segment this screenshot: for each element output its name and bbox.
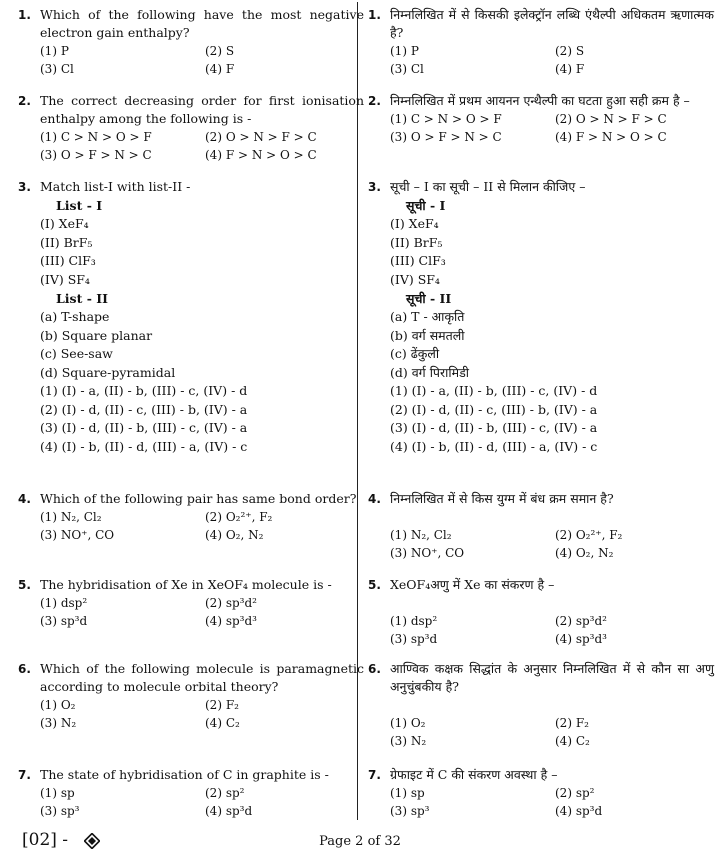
question-3-hindi (368, 178, 720, 456)
page-number-label: Page 2 of 32 (319, 834, 401, 849)
list-2-heading: सूची - II (406, 291, 452, 306)
option-1[interactable]: (1) C > N > O > F (40, 130, 152, 144)
question-number: 7. (368, 768, 381, 782)
question-number: 5. (368, 578, 381, 592)
question-text: आण्विक कक्षक सिद्धांत के अनुसार निम्नलिखित में से कौन सा अणु अनुचुंबकीय है? (390, 661, 714, 694)
option-2[interactable]: (2) O₂²⁺, F₂ (205, 510, 273, 524)
list-2-heading: List - II (56, 291, 108, 306)
list-2-item: (b) Square planar (40, 327, 153, 343)
option-4[interactable]: (4) F (205, 62, 235, 76)
list-1-item: (I) XeF₄ (390, 216, 439, 231)
options (40, 42, 370, 78)
options (40, 508, 370, 544)
option-2[interactable]: (2) sp³d² (205, 596, 257, 610)
list-1-item: (III) ClF₃ (390, 253, 446, 268)
option-4[interactable]: (4) sp³d³ (555, 632, 607, 646)
option-2[interactable]: (2) sp² (555, 786, 595, 800)
match-option-4[interactable]: (4) (I) - b, (II) - d, (III) - a, (IV) - c (40, 438, 248, 454)
options (390, 612, 720, 648)
option-3[interactable]: (3) Cl (40, 62, 74, 76)
options (40, 784, 370, 820)
question-text: The state of hybridisation of C in graphite is - (40, 767, 329, 782)
option-1[interactable]: (1) sp (390, 786, 425, 800)
question-text: Which of the following have the most negative electron gain enthalpy? (40, 7, 364, 40)
option-2[interactable]: (2) F₂ (555, 716, 589, 730)
option-3[interactable]: (3) N₂ (390, 734, 427, 748)
match-option-4[interactable]: (4) (I) - b, (II) - d, (III) - a, (IV) - c (390, 438, 598, 454)
option-3[interactable]: (3) N₂ (40, 716, 77, 730)
option-4[interactable]: (4) sp³d (205, 804, 253, 818)
option-3[interactable]: (3) sp³d (390, 632, 438, 646)
match-option-2[interactable]: (2) (I) - d, (II) - c, (III) - b, (IV) - a (40, 401, 248, 417)
question-number: 3. (368, 180, 381, 194)
list-1-heading: सूची - I (406, 198, 446, 213)
page-footer (0, 824, 720, 859)
option-2[interactable]: (2) O > N > F > C (555, 112, 667, 126)
list-1-item: (IV) SF₄ (390, 271, 440, 287)
question-text: निम्नलिखित में से किसकी इलेक्ट्रॉन लब्धि एंथैल्पी अधिकतम ऋणात्मक है? (390, 7, 714, 40)
option-4[interactable]: (4) F > N > O > C (555, 130, 667, 144)
question-number: 7. (18, 768, 31, 782)
question-number: 4. (18, 492, 31, 506)
question-text: XeOF₄अणु में Xe का संकरण है – (390, 577, 555, 592)
page-code: [02] - (22, 830, 69, 850)
list-2-item: (a) T - आकृति (390, 309, 465, 324)
options (40, 594, 370, 630)
option-1[interactable]: (1) P (390, 44, 419, 58)
option-1[interactable]: (1) sp (40, 786, 75, 800)
option-3[interactable]: (3) O > F > N > C (390, 130, 502, 144)
question-text: Which of the following molecule is paramagnetic according to molecule orbital theory? (40, 661, 364, 694)
question-number: 5. (18, 578, 31, 592)
question-1 (18, 6, 370, 78)
option-4[interactable]: (4) F (555, 62, 585, 76)
question-number: 4. (368, 492, 381, 506)
question-number: 2. (368, 94, 381, 108)
list-2-item: (d) वर्ग पिरामिडी (390, 364, 470, 380)
question-text: निम्नलिखित में से किस युग्म में बंध क्रम समान है? (390, 491, 614, 506)
option-2[interactable]: (2) F₂ (205, 698, 239, 712)
question-2-hindi (368, 92, 720, 146)
list-1-item: (II) BrF₅ (390, 234, 443, 250)
option-4[interactable]: (4) C₂ (205, 716, 240, 730)
list-2-item: (b) वर्ग समतली (390, 327, 465, 343)
question-7 (18, 766, 370, 820)
options (40, 696, 370, 732)
question-number: 2. (18, 94, 31, 108)
hindi-column (368, 0, 720, 822)
list-1-item: (IV) SF₄ (40, 271, 90, 287)
option-3[interactable]: (3) sp³d (40, 614, 88, 628)
option-2[interactable]: (2) O > N > F > C (205, 130, 317, 144)
options (390, 784, 720, 820)
option-1[interactable]: (1) dsp² (390, 614, 438, 628)
list-1-item: (III) ClF₃ (40, 253, 96, 268)
question-7-hindi (368, 766, 720, 820)
list-2-item: (c) ढेंकुली (390, 346, 440, 361)
list-1-heading: List - I (56, 198, 103, 213)
option-4[interactable]: (4) sp³d (555, 804, 603, 818)
list-2-item: (d) Square-pyramidal (40, 364, 176, 380)
match-option-1[interactable]: (1) (I) - a, (II) - b, (III) - c, (IV) - d (390, 383, 598, 398)
option-4[interactable]: (4) O₂, N₂ (205, 528, 264, 542)
english-column (18, 0, 370, 822)
question-text: Match list-I with list-II - (40, 179, 191, 194)
question-2 (18, 92, 370, 164)
question-4-hindi (368, 490, 720, 562)
match-option-3[interactable]: (3) (I) - d, (II) - b, (III) - c, (IV) - a (40, 420, 248, 435)
question-number: 1. (368, 8, 381, 22)
option-1[interactable]: (1) C > N > O > F (390, 112, 502, 126)
question-text: The hybridisation of Xe in XeOF₄ molecule is - (40, 577, 332, 592)
question-5-hindi (368, 576, 720, 648)
question-number: 6. (368, 662, 381, 676)
list-1-item: (I) XeF₄ (40, 216, 89, 231)
match-option-2[interactable]: (2) (I) - d, (II) - c, (III) - b, (IV) - a (390, 401, 598, 417)
options (390, 714, 720, 750)
question-3 (18, 178, 370, 456)
option-2[interactable]: (2) sp² (205, 786, 245, 800)
option-2[interactable]: (2) O₂²⁺, F₂ (555, 528, 623, 542)
question-4 (18, 490, 370, 544)
list-1-item: (II) BrF₅ (40, 234, 93, 250)
options (390, 42, 720, 78)
match-option-1[interactable]: (1) (I) - a, (II) - b, (III) - c, (IV) - d (40, 383, 248, 398)
option-1[interactable]: (1) N₂, Cl₂ (40, 510, 102, 524)
option-4[interactable]: (4) sp³d³ (205, 614, 257, 628)
option-2[interactable]: (2) sp³d² (555, 614, 607, 628)
question-number: 1. (18, 8, 31, 22)
option-3[interactable]: (3) Cl (390, 62, 424, 76)
question-5 (18, 576, 370, 630)
option-2[interactable]: (2) S (555, 44, 585, 58)
question-1-hindi (368, 6, 720, 78)
option-1[interactable]: (1) P (40, 44, 69, 58)
option-4[interactable]: (4) O₂, N₂ (555, 546, 614, 560)
option-1[interactable]: (1) O₂ (390, 716, 426, 730)
options (390, 110, 720, 146)
question-text: सूची – I का सूची – II से मिलान कीजिए – (390, 179, 586, 194)
list-2-item: (a) T-shape (40, 309, 110, 324)
question-text: ग्रेफाइट में C की संकरण अवस्था है – (390, 767, 558, 782)
option-4[interactable]: (4) C₂ (555, 734, 590, 748)
question-6 (18, 660, 370, 732)
match-option-3[interactable]: (3) (I) - d, (II) - b, (III) - c, (IV) - a (390, 420, 598, 435)
question-number: 6. (18, 662, 31, 676)
option-3[interactable]: (3) NO⁺, CO (390, 546, 465, 560)
option-3[interactable]: (3) O > F > N > C (40, 148, 152, 162)
question-text: निम्नलिखित में प्रथम आयनन एन्थैल्पी का घटता हुआ सही क्रम है – (390, 93, 690, 108)
option-3[interactable]: (3) sp³ (390, 804, 430, 818)
option-3[interactable]: (3) NO⁺, CO (40, 528, 115, 542)
option-1[interactable]: (1) N₂, Cl₂ (390, 528, 452, 542)
option-2[interactable]: (2) S (205, 44, 235, 58)
question-number: 3. (18, 180, 31, 194)
option-3[interactable]: (3) sp³ (40, 804, 80, 818)
option-4[interactable]: (4) F > N > O > C (205, 148, 317, 162)
question-text: Which of the following pair has same bond order? (40, 491, 357, 506)
option-1[interactable]: (1) dsp² (40, 596, 88, 610)
question-6-hindi (368, 660, 720, 750)
options (390, 526, 720, 562)
list-2-item: (c) See-saw (40, 346, 113, 361)
option-1[interactable]: (1) O₂ (40, 698, 76, 712)
options (40, 128, 370, 164)
question-text: The correct decreasing order for first ionisation enthalpy among the following is - (40, 93, 364, 126)
